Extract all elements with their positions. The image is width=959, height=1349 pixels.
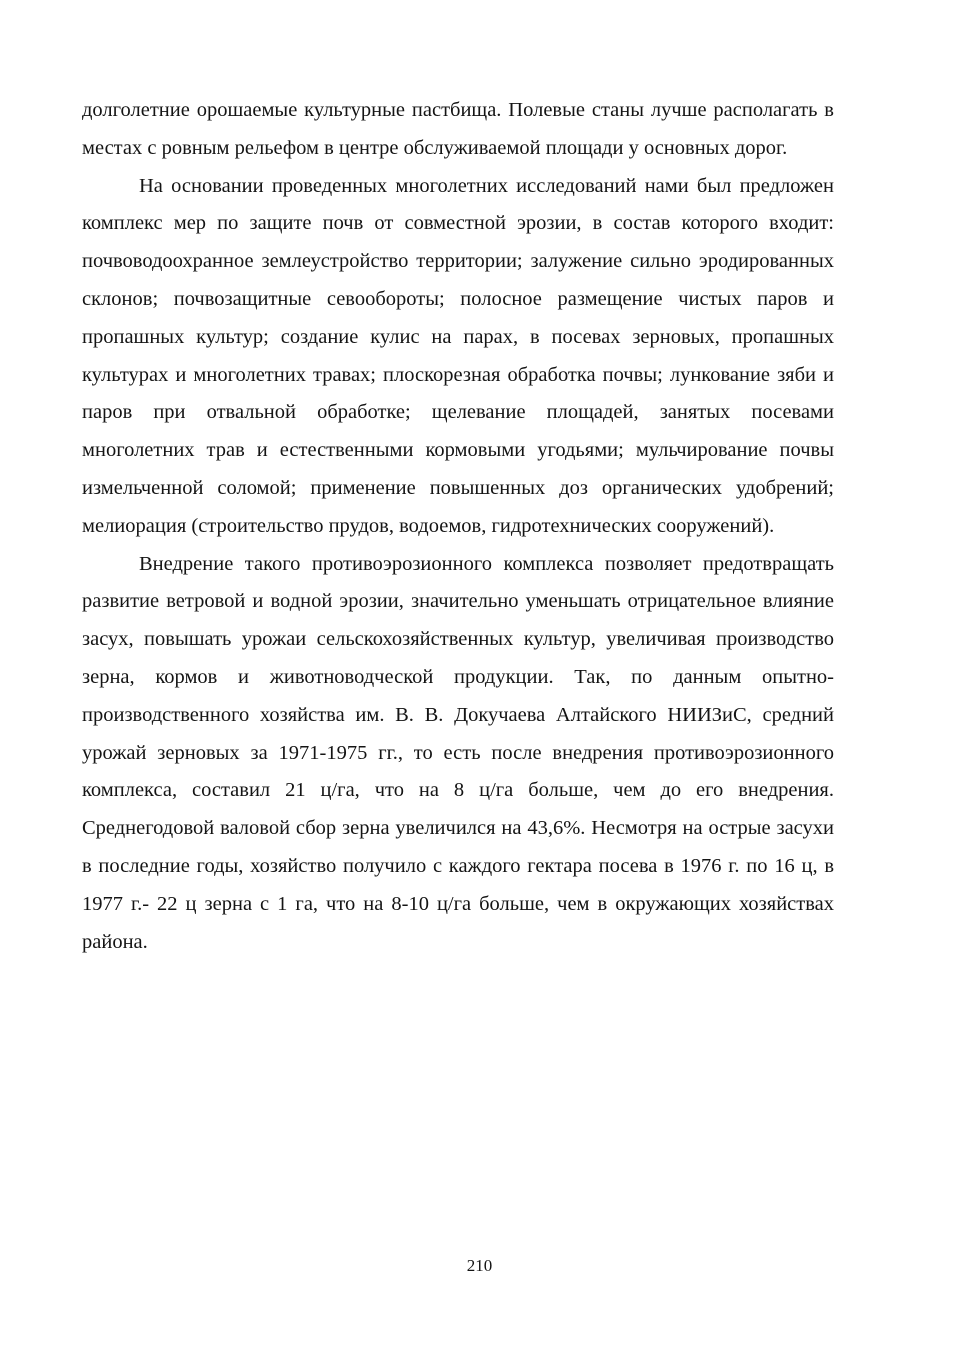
body-text	[82, 92, 834, 961]
paragraph-continuation: долголетние орошаемые культурные пастбища. Полевые станы лучше располагать в местах с ровным рельефом в центре обслуживаемой площади у основных дорог.	[82, 99, 834, 159]
page-number: 210	[466, 1256, 493, 1275]
paragraph-implementation-results: Внедрение такого противоэрозионного комплекса позволяет предотвращать развитие ветровой и водной эрозии, значительно уменьшать отрицательное влияние засух, повышать урожаи сельскохозяйственных культур, увеличивая производство зерна, кормов и животноводческой продукции. Так, по данным опытно-производственного хозяйства им. В. В. Докучаева Алтайского НИИЗиС, средний урожай зерновых за 1971-1975 гг., то есть после внедрения противоэрозионного комплекса, составил 21 ц/га, что на 8 ц/га больше, чем до его внедрения. Среднегодовой валовой сбор зерна увеличился на 43,6%. Несмотря на острые засухи в последние годы, хозяйство получило с каждого гектара посева в 1976 г. по 16 ц, в 1977 г.- 22 ц зерна с 1 га, что на 8-10 ц/га больше, чем в окружающих хозяйствах района.	[82, 552, 834, 953]
paragraph-erosion-measures: На основании проведенных многолетних исследований нами был предложен комплекс мер по защите почв от совместной эрозии, в состав которого входит: почвоводоохранное землеустройство территории; залужение сильно эродированных склонов; почвозащитные севообороты; полосное размещение чистых паров и пропашных культур; создание кулис на парах, в посевах зерновых, пропашных культурах и многолетних травах; плоскорезная обработка почвы; лункование зяби и паров при отвальной обработке; щелевание площадей, занятых посевами многолетних трав и естественными кормовыми угодьями; мульчирование почвы измельченной соломой; применение повышенных доз органических удобрений; мелиорация (строительство прудов, водоемов, гидротехнических сооружений).	[82, 174, 834, 537]
